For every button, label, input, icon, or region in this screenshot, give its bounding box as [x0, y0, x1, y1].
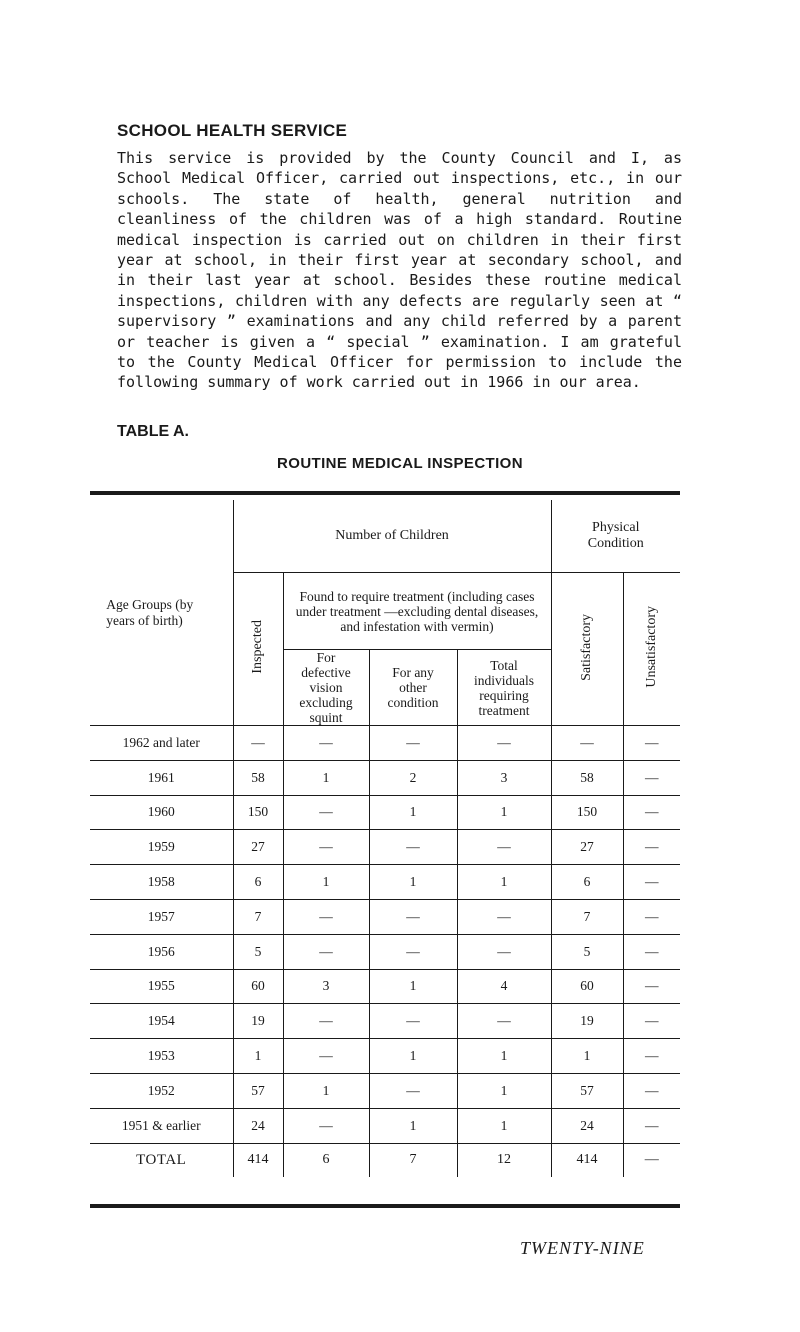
cell-vision: — — [283, 934, 369, 969]
cell-other: — — [369, 726, 457, 761]
cell-total: — — [457, 726, 551, 761]
table-row — [90, 760, 680, 795]
cell-unsatisfactory: — — [623, 760, 680, 795]
cell-vision: — — [283, 830, 369, 865]
cell-total: — — [457, 934, 551, 969]
cell-inspected: 24 — [233, 1108, 283, 1143]
cell-age: 1958 — [90, 865, 233, 900]
table-bottom-rule — [90, 1204, 680, 1208]
cell-inspected: 60 — [233, 969, 283, 1004]
page-heading: SCHOOL HEALTH SERVICE — [117, 121, 348, 140]
header-satisfactory: Satisfactory — [551, 573, 623, 726]
cell-age: 1952 — [90, 1073, 233, 1108]
table-top-rule — [90, 491, 680, 495]
cell-satisfactory: — — [551, 726, 623, 761]
inspection-table — [90, 500, 680, 1177]
cell-unsatisfactory: — — [623, 830, 680, 865]
cell-satisfactory: 24 — [551, 1108, 623, 1143]
cell-other: — — [369, 1004, 457, 1039]
cell-age: 1960 — [90, 795, 233, 830]
cell-total: 3 — [457, 760, 551, 795]
cell-other: — — [369, 934, 457, 969]
cell-total: — — [457, 1004, 551, 1039]
cell-inspected: 27 — [233, 830, 283, 865]
cell-total: 1 — [457, 1108, 551, 1143]
cell-total: 1 — [457, 1073, 551, 1108]
intro-paragraph: This service is provided by the County Council and I, as School Medical Officer, carried out inspections, etc., in our schools. The state of health, general nutrition and cleanliness of the children was of a high standard. Routine medical inspection is carried out on children in their first year at school, in their first year at secondary school, and in their last year at school. Besides these routine medical inspections, children with any defects are regularly seen at “ supervisory ” examinations and any child referred by a parent or teacher is given a “ special ” examination. I am grateful to the County Medical Officer for permission to include the following summary of work carried out in 1966 in our area. — [117, 149, 682, 392]
header-total-individuals: Total individuals requiring treatment — [457, 650, 551, 726]
cell-satisfactory: 150 — [551, 795, 623, 830]
table-title: ROUTINE MEDICAL INSPECTION — [277, 455, 523, 472]
table-label: TABLE A. — [117, 423, 189, 440]
cell-inspected: 6 — [233, 865, 283, 900]
cell-total: 12 — [457, 1143, 551, 1177]
cell-age: 1957 — [90, 899, 233, 934]
cell-unsatisfactory: — — [623, 1143, 680, 1177]
header-defective-vision: For defective vision excluding squint — [283, 650, 369, 726]
cell-unsatisfactory: — — [623, 1004, 680, 1039]
cell-total: 1 — [457, 795, 551, 830]
cell-age: 1951 & earlier — [90, 1108, 233, 1143]
table-row — [90, 969, 680, 1004]
cell-total: 1 — [457, 1039, 551, 1074]
cell-unsatisfactory: — — [623, 726, 680, 761]
cell-unsatisfactory: — — [623, 1073, 680, 1108]
cell-vision: — — [283, 1108, 369, 1143]
header-any-other-condition: For any other condition — [369, 650, 457, 726]
cell-inspected: 57 — [233, 1073, 283, 1108]
cell-vision: — — [283, 1004, 369, 1039]
cell-vision: — — [283, 899, 369, 934]
cell-inspected: 1 — [233, 1039, 283, 1074]
header-physical-condition: Physical Condition — [551, 500, 680, 573]
cell-unsatisfactory: — — [623, 865, 680, 900]
cell-other: 1 — [369, 795, 457, 830]
table-row — [90, 726, 680, 761]
cell-other: 1 — [369, 865, 457, 900]
cell-satisfactory: 27 — [551, 830, 623, 865]
cell-age-total: TOTAL — [136, 1151, 187, 1168]
cell-satisfactory: 60 — [551, 969, 623, 1004]
cell-vision: 3 — [283, 969, 369, 1004]
cell-vision: 1 — [283, 865, 369, 900]
cell-unsatisfactory: — — [623, 795, 680, 830]
cell-other: 7 — [369, 1143, 457, 1177]
cell-satisfactory: 58 — [551, 760, 623, 795]
cell-age: 1962 and later — [90, 726, 233, 761]
header-number-of-children: Number of Children — [233, 500, 551, 573]
cell-other: — — [369, 899, 457, 934]
cell-satisfactory: 5 — [551, 934, 623, 969]
cell-unsatisfactory: — — [623, 899, 680, 934]
cell-age: 1953 — [90, 1039, 233, 1074]
cell-inspected: 5 — [233, 934, 283, 969]
cell-satisfactory: 414 — [551, 1143, 623, 1177]
header-inspected: Inspected — [233, 573, 283, 726]
cell-satisfactory: 6 — [551, 865, 623, 900]
table-row — [90, 1073, 680, 1108]
cell-inspected: 150 — [233, 795, 283, 830]
table-row — [90, 795, 680, 830]
cell-age: 1955 — [90, 969, 233, 1004]
cell-vision: 6 — [283, 1143, 369, 1177]
page-number-footer: TWENTY-NINE — [520, 1238, 645, 1258]
cell-other: 2 — [369, 760, 457, 795]
cell-inspected: 58 — [233, 760, 283, 795]
cell-vision: — — [283, 726, 369, 761]
table-row — [90, 830, 680, 865]
table-row — [90, 1039, 680, 1074]
cell-other: 1 — [369, 1108, 457, 1143]
table-row — [90, 934, 680, 969]
table-row — [90, 899, 680, 934]
cell-vision: — — [283, 795, 369, 830]
cell-satisfactory: 7 — [551, 899, 623, 934]
cell-age: 1961 — [90, 760, 233, 795]
cell-total: — — [457, 830, 551, 865]
cell-total: — — [457, 899, 551, 934]
cell-other: 1 — [369, 1039, 457, 1074]
cell-age: 1959 — [90, 830, 233, 865]
cell-age: 1956 — [90, 934, 233, 969]
cell-total: 4 — [457, 969, 551, 1004]
cell-other: — — [369, 1073, 457, 1108]
cell-satisfactory: 57 — [551, 1073, 623, 1108]
cell-satisfactory: 19 — [551, 1004, 623, 1039]
cell-vision: — — [283, 1039, 369, 1074]
cell-inspected: 414 — [233, 1143, 283, 1177]
cell-vision: 1 — [283, 760, 369, 795]
cell-unsatisfactory: — — [623, 969, 680, 1004]
cell-other: — — [369, 830, 457, 865]
cell-vision: 1 — [283, 1073, 369, 1108]
cell-total: 1 — [457, 865, 551, 900]
header-age-groups: Age Groups (by years of birth) — [90, 500, 233, 726]
cell-inspected: 19 — [233, 1004, 283, 1039]
header-found-to-require-treatment: Found to require treatment (including cases under treatment —excluding dental diseases, and infestation with vermin) — [283, 573, 551, 650]
cell-other: 1 — [369, 969, 457, 1004]
cell-unsatisfactory: — — [623, 934, 680, 969]
table-total-row — [90, 1143, 680, 1177]
cell-age: 1954 — [90, 1004, 233, 1039]
table-row — [90, 1004, 680, 1039]
cell-satisfactory: 1 — [551, 1039, 623, 1074]
cell-unsatisfactory: — — [623, 1108, 680, 1143]
cell-inspected: 7 — [233, 899, 283, 934]
table-row — [90, 865, 680, 900]
table-row — [90, 1108, 680, 1143]
cell-inspected: — — [233, 726, 283, 761]
header-unsatisfactory: Unsatisfactory — [623, 573, 680, 726]
cell-unsatisfactory: — — [623, 1039, 680, 1074]
